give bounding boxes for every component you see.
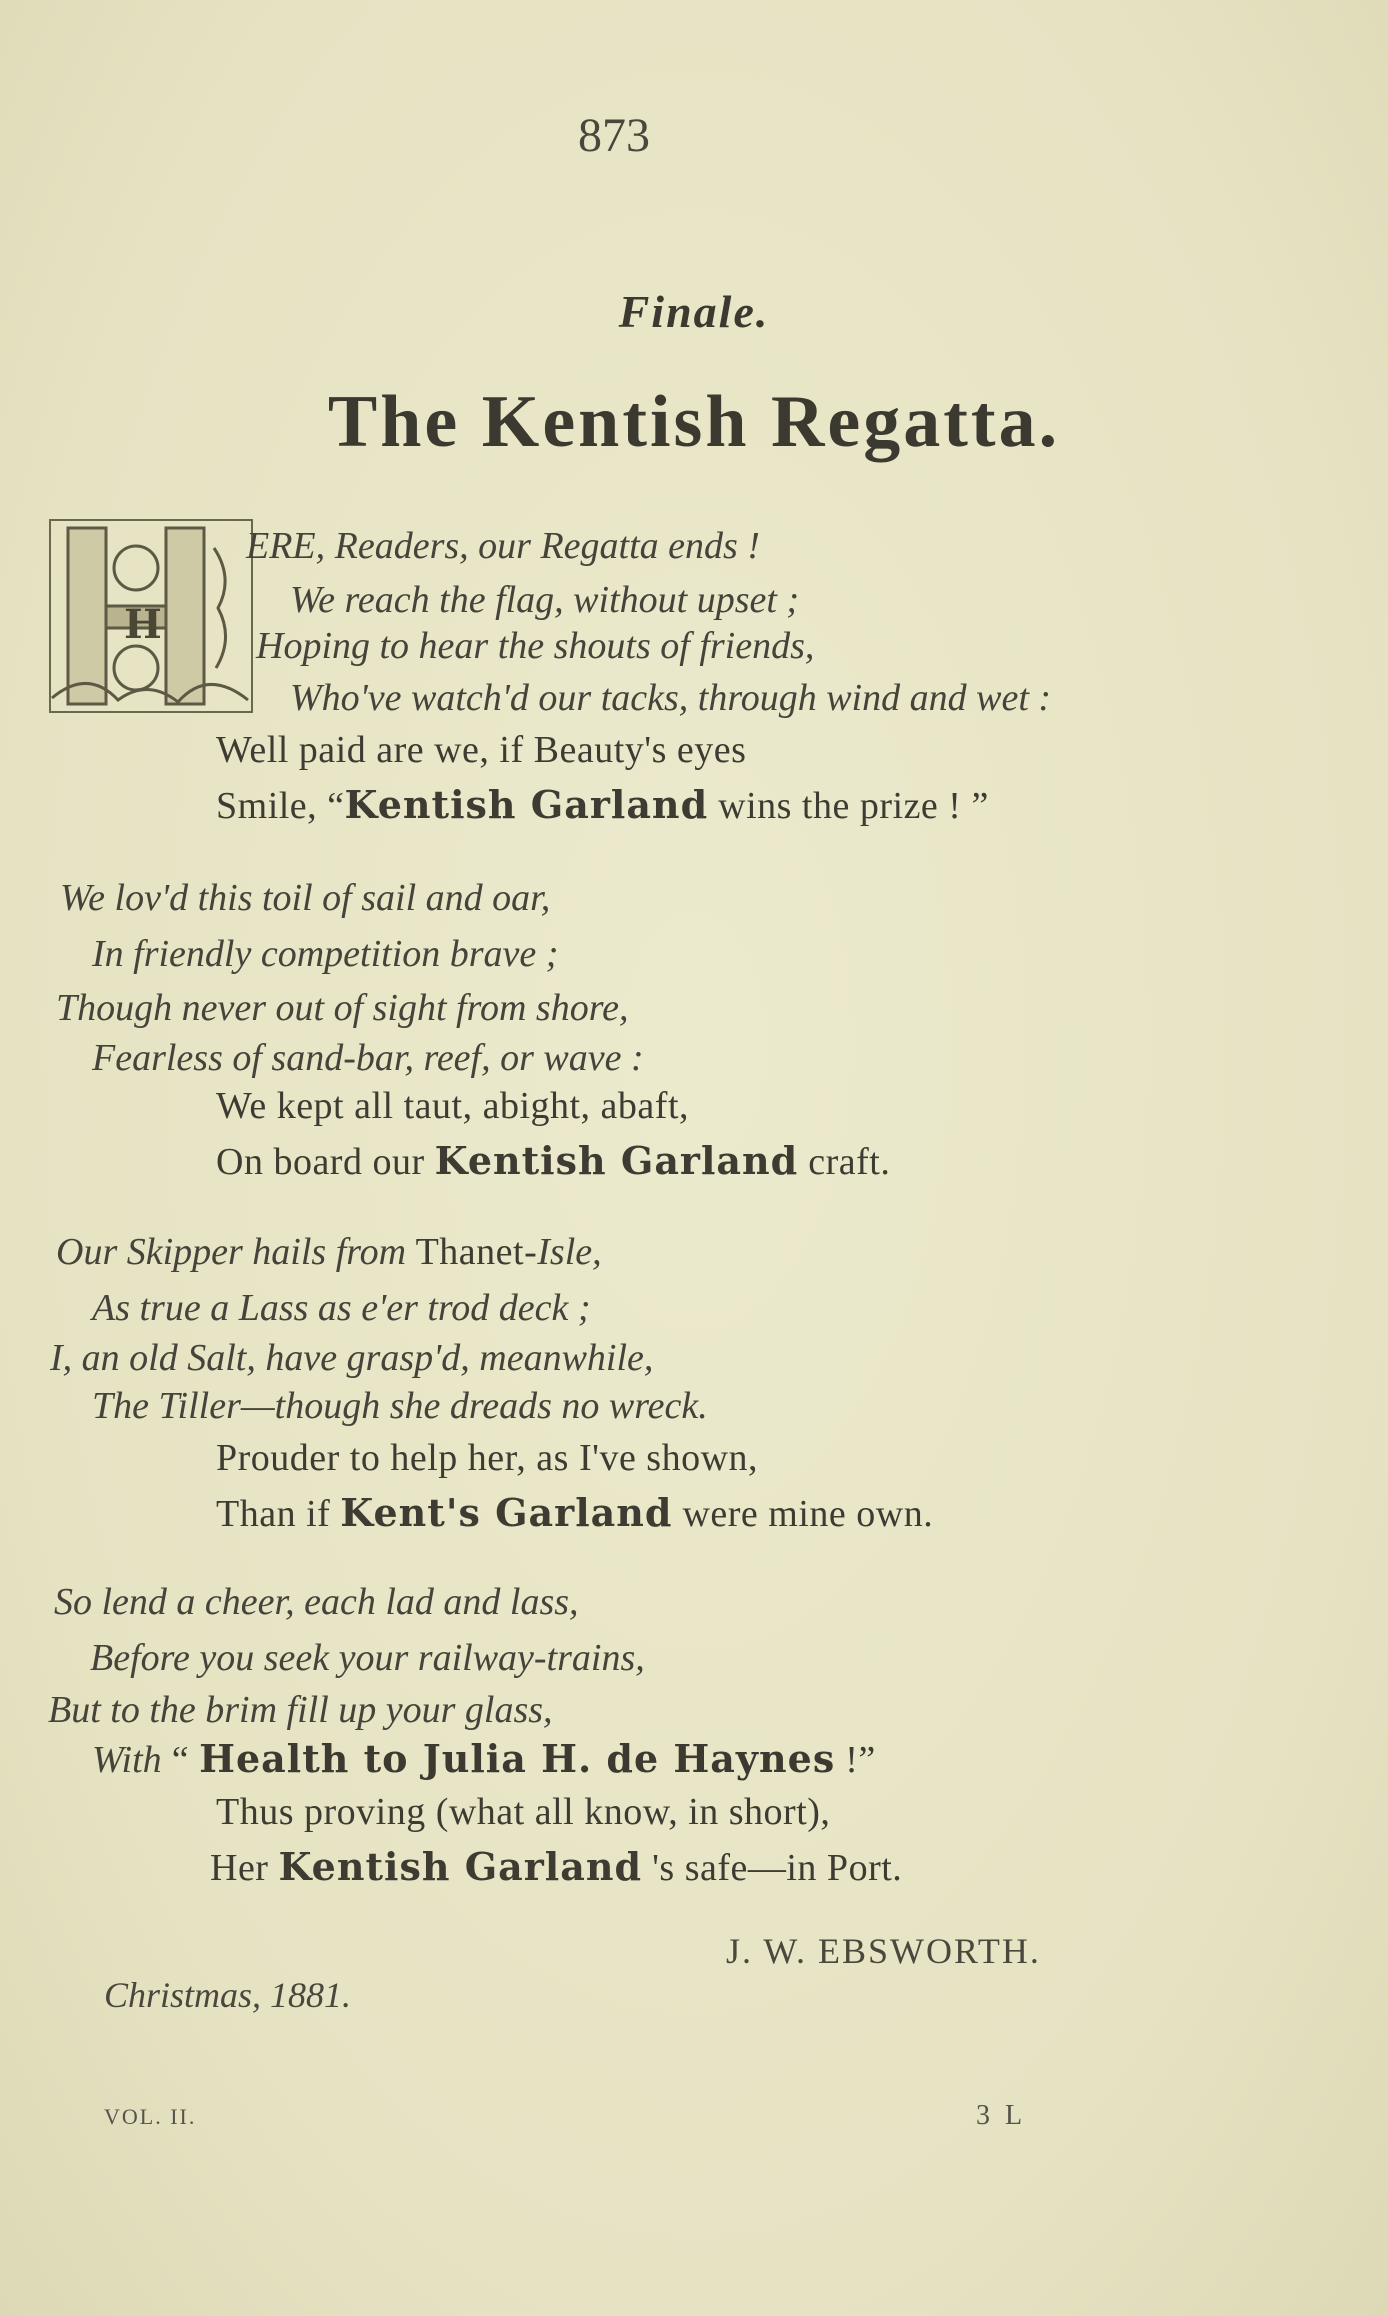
signature: J. W. EBSWORTH. bbox=[726, 1931, 1041, 1971]
stanza1-line6-post: wins the prize ! ” bbox=[708, 785, 989, 827]
stanza1-line6 bbox=[216, 782, 989, 828]
stanza2-line6-post: craft. bbox=[798, 1141, 891, 1183]
stanza3-line6-pre: Than if bbox=[216, 1493, 341, 1535]
stanza3-line6 bbox=[216, 1490, 933, 1536]
footer-signature-mark: 3 L bbox=[976, 2100, 1027, 2131]
stanza1-blackletter: Kentish Garland bbox=[344, 782, 709, 827]
stanza1-line1: ERE, Readers, our Regatta ends ! bbox=[246, 525, 760, 567]
stanza3-line1 bbox=[56, 1230, 602, 1274]
stanza3-line3: I, an old Salt, have grasp'd, meanwhile, bbox=[50, 1337, 654, 1379]
footer-volume: VOL. II. bbox=[104, 2104, 197, 2129]
stanza1-line2: We reach the flag, without upset ; bbox=[290, 579, 800, 621]
stanza4-line6-pre: Her bbox=[210, 1847, 279, 1889]
stanza2-line1: We lov'd this toil of sail and oar, bbox=[60, 877, 551, 919]
stanza4-line1: So lend a cheer, each lad and lass, bbox=[54, 1581, 579, 1623]
page-number: 873 bbox=[578, 109, 650, 162]
stanza4-line3: But to the brim fill up your glass, bbox=[48, 1689, 553, 1731]
stanza4-line4-quote: “ bbox=[161, 1739, 200, 1781]
stanza4-line4 bbox=[92, 1736, 876, 1782]
drop-cap-ornament bbox=[48, 518, 254, 714]
section-heading: Finale. bbox=[618, 286, 770, 337]
stanza3-line4: The Tiller—though she dreads no wreck. bbox=[92, 1385, 708, 1427]
stanza3-line2: As true a Lass as e'er trod deck ; bbox=[92, 1287, 591, 1329]
stanza4-line4-post: !” bbox=[835, 1739, 876, 1781]
stanza3-line6-post: were mine own. bbox=[672, 1493, 934, 1535]
stanza4-line2: Before you seek your railway-trains, bbox=[90, 1637, 645, 1679]
stanza3-line1-italic2: Isle, bbox=[537, 1231, 602, 1273]
stanza1-line4: Who've watch'd our tacks, through wind and wet : bbox=[290, 677, 1052, 719]
stanza2-line4: Fearless of sand-bar, reef, or wave : bbox=[92, 1037, 644, 1079]
stanza3-line5: Prouder to help her, as I've shown, bbox=[216, 1437, 759, 1479]
stanza1-line5: Well paid are we, if Beauty's eyes bbox=[216, 729, 747, 771]
stanza4-line6-post: 's safe—in Port. bbox=[642, 1847, 903, 1889]
drop-cap-letter: H bbox=[124, 601, 162, 648]
poem-title: The Kentish Regatta. bbox=[327, 381, 1061, 463]
stanza2-line6-pre: On board our bbox=[216, 1141, 435, 1183]
stanza2-line2: In friendly competition brave ; bbox=[92, 933, 559, 975]
stanza2-line5: We kept all taut, abight, abaft, bbox=[216, 1085, 690, 1127]
stanza2-line3: Though never out of sight from shore, bbox=[56, 987, 629, 1029]
stanza2-line6 bbox=[216, 1138, 890, 1184]
stanza3-line1-roman: Thanet- bbox=[415, 1231, 538, 1273]
stanza4-line6 bbox=[210, 1844, 902, 1890]
stanza4-blackletter: Health to Julia H. de Haynes bbox=[199, 1736, 836, 1781]
stanza4-blackletter-2: Kentish Garland bbox=[278, 1844, 643, 1889]
stanza3-blackletter: Kent's Garland bbox=[340, 1490, 673, 1535]
stanza1-line3: Hoping to hear the shouts of friends, bbox=[256, 625, 815, 667]
stanza4-line5: Thus proving (what all know, in short), bbox=[216, 1791, 831, 1833]
date: Christmas, 1881. bbox=[104, 1975, 352, 2015]
stanza1-line6-pre: Smile, “ bbox=[216, 785, 345, 827]
stanza2-blackletter: Kentish Garland bbox=[434, 1138, 799, 1183]
stanza3-line1-italic: Our Skipper hails from bbox=[56, 1231, 416, 1273]
stanza4-line4-italic: With bbox=[92, 1739, 162, 1781]
